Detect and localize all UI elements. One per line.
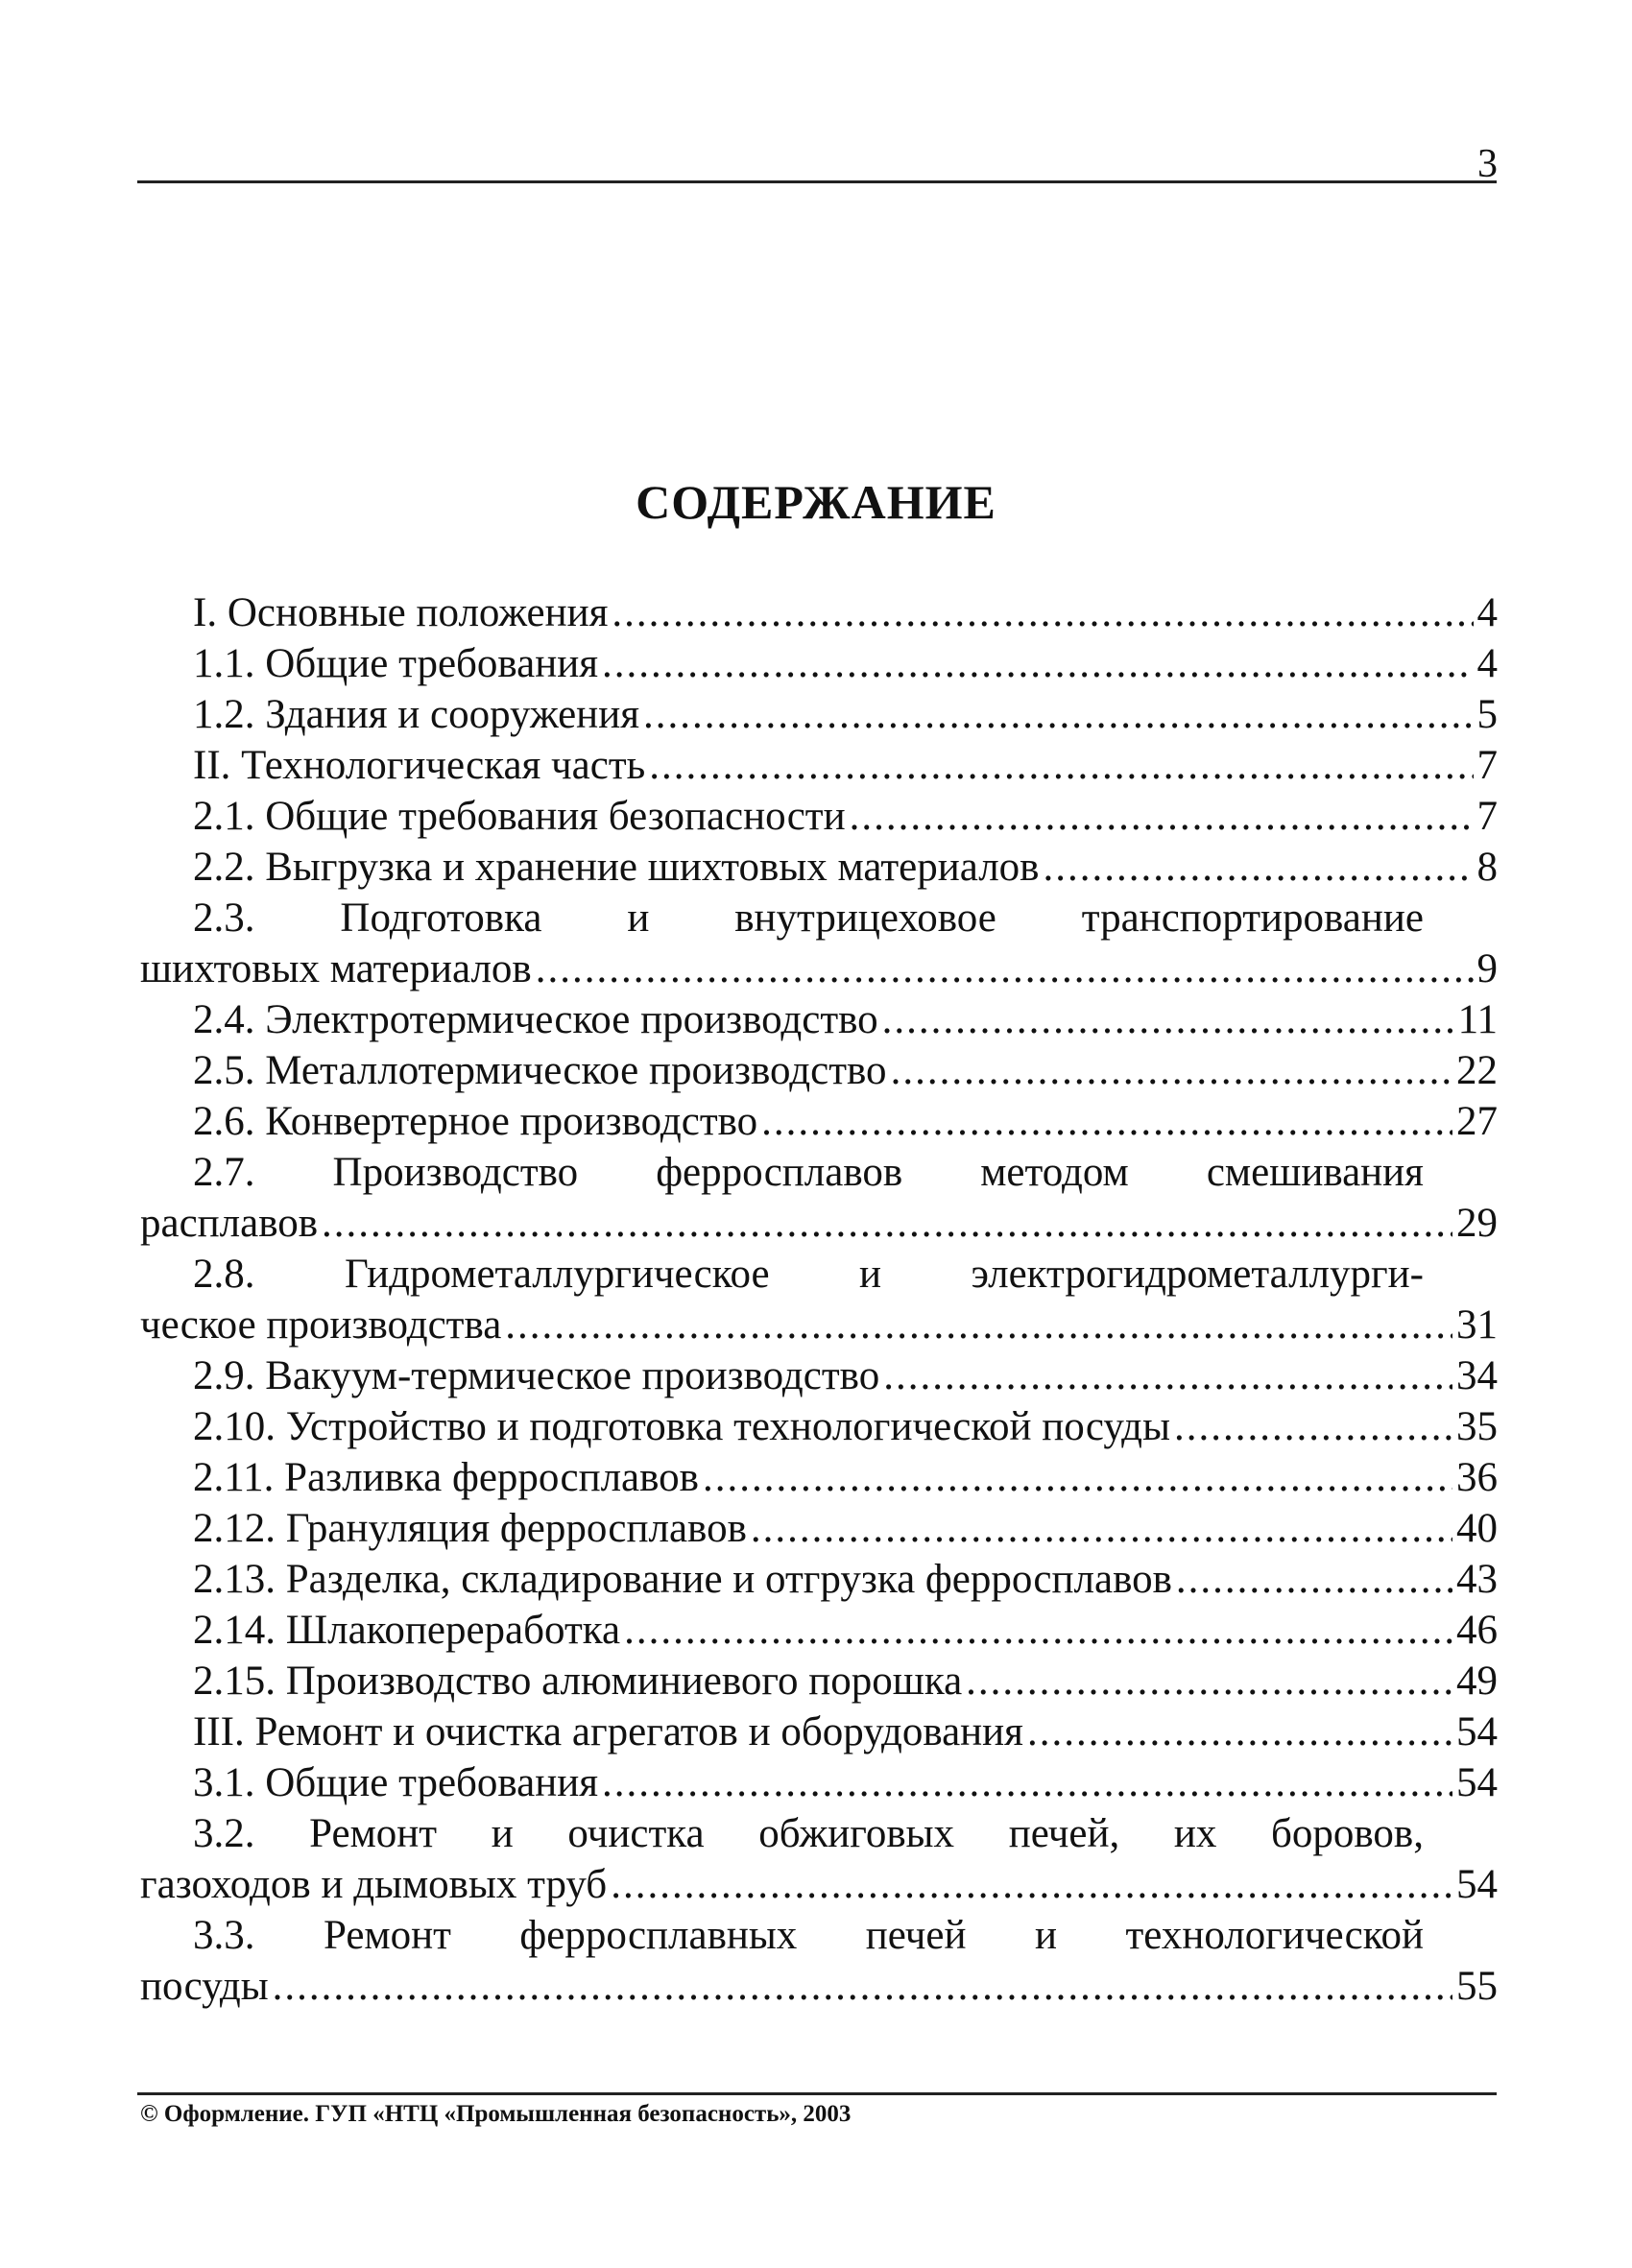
- toc-entry-title: 2.11. Разливка ферросплавов: [193, 1455, 699, 1500]
- toc-entry-page: 46: [1456, 1608, 1498, 1653]
- dot-leader: [1176, 1554, 1452, 1605]
- toc-entry-page: 7: [1476, 743, 1498, 788]
- toc-entry-page: 40: [1456, 1506, 1498, 1551]
- dot-leader: [624, 1605, 1452, 1656]
- toc-entry-title: 1.1. Общие требования: [193, 641, 599, 686]
- copyright-note: © Оформление. ГУП «НТЦ «Промышленная безопасность», 2003: [140, 2101, 852, 2127]
- toc-entry-title: шихтовых материалов: [140, 946, 532, 991]
- toc-entry-title: 2.2. Выгрузка и хранение шихтовых материалов: [193, 845, 1040, 890]
- toc-entry-title: 2.4. Электротермическое производство: [193, 997, 878, 1042]
- toc-entry: [140, 1757, 1498, 1808]
- toc-entry-title: газоходов и дымовых труб: [140, 1862, 608, 1907]
- toc-entry-page: 54: [1456, 1709, 1498, 1755]
- dot-leader: [643, 689, 1474, 740]
- dot-leader: [1174, 1401, 1452, 1452]
- toc-entry-title: 2.6. Конвертерное производство: [193, 1099, 758, 1144]
- toc-entry: [140, 994, 1498, 1045]
- toc-entry-page: 7: [1476, 794, 1498, 839]
- toc-entry-line: 2.3. Подготовка и внутрицеховое транспортирование: [193, 895, 1424, 941]
- toc-entry-page: 54: [1456, 1760, 1498, 1805]
- toc-entry-page: 54: [1456, 1862, 1498, 1907]
- toc-entry-title: 2.13. Разделка, складирование и отгрузка ферросплавов: [193, 1557, 1172, 1602]
- dot-leader: [891, 1045, 1452, 1096]
- toc-entry: [140, 1198, 1498, 1249]
- toc-entry: [140, 1605, 1498, 1656]
- dot-leader: [505, 1300, 1452, 1350]
- toc-entry-page: 4: [1476, 641, 1498, 686]
- dot-leader: [751, 1503, 1452, 1554]
- toc-entry-title: 2.15. Производство алюминиевого порошка: [193, 1659, 963, 1704]
- toc-entry-page: 27: [1456, 1099, 1498, 1144]
- dot-leader: [649, 740, 1473, 791]
- dot-leader: [761, 1096, 1452, 1147]
- toc-entry-page: 36: [1456, 1455, 1498, 1500]
- toc-entry: [140, 1045, 1498, 1096]
- toc-entry: [140, 1503, 1498, 1554]
- toc-entry-page: 11: [1457, 997, 1498, 1042]
- toc-entry: [140, 1707, 1498, 1757]
- toc-entry-page: 35: [1456, 1404, 1498, 1449]
- toc-entry-title: III. Ремонт и очистка агрегатов и оборудования: [193, 1709, 1023, 1755]
- toc-entry: [140, 1096, 1498, 1147]
- toc-entry: [140, 1452, 1498, 1503]
- toc-entry-page: 9: [1476, 946, 1498, 991]
- toc-entry-page: 49: [1456, 1659, 1498, 1704]
- toc-entry-title: расплавов: [140, 1201, 319, 1246]
- toc-entry-line: 2.7. Производство ферросплавов методом смешивания: [193, 1150, 1424, 1195]
- dot-leader: [882, 994, 1454, 1045]
- toc-entry-page: 4: [1476, 590, 1498, 635]
- toc-entry-title: 2.9. Вакуум-термическое производство: [193, 1353, 880, 1398]
- dot-leader: [322, 1198, 1452, 1249]
- dot-leader: [1027, 1707, 1452, 1757]
- toc-entry-page: 55: [1456, 1964, 1498, 2009]
- toc-entry-title: 2.10. Устройство и подготовка технологической посуды: [193, 1404, 1170, 1449]
- dot-leader: [602, 1757, 1452, 1808]
- toc-entry-line: 2.8. Гидрометаллургическое и электрогидрометаллурги-: [193, 1252, 1424, 1297]
- toc-entry-title: 1.2. Здания и сооружения: [193, 692, 639, 737]
- toc-entry-title: II. Технологическая часть: [193, 743, 646, 788]
- toc-entry-title: 3.1. Общие требования: [193, 1760, 599, 1805]
- toc-entry-line: 3.3. Ремонт ферросплавных печей и технологической: [193, 1913, 1424, 1958]
- toc-entry-line: 3.2. Ремонт и очистка обжиговых печей, их боровов,: [193, 1811, 1424, 1856]
- dot-leader: [1043, 842, 1473, 893]
- footer-rule: [137, 2092, 1497, 2095]
- toc-entry: [140, 791, 1498, 842]
- toc-entry: [140, 1401, 1498, 1452]
- dot-leader: [966, 1656, 1452, 1707]
- toc-entry-page: 34: [1456, 1353, 1498, 1398]
- toc-entry: [140, 587, 1498, 638]
- dot-leader: [612, 587, 1473, 638]
- toc-entry: [140, 1961, 1498, 2012]
- dot-leader: [883, 1350, 1452, 1401]
- toc-entry: [140, 638, 1498, 689]
- toc-entry-title: 2.12. Грануляция ферросплавов: [193, 1506, 747, 1551]
- dot-leader: [611, 1859, 1452, 1910]
- toc-entry-page: 8: [1476, 845, 1498, 890]
- dot-leader: [703, 1452, 1452, 1503]
- toc-entry-title: ческое производства: [140, 1302, 502, 1348]
- toc-entry-page: 43: [1456, 1557, 1498, 1602]
- toc-entry-title: посуды: [140, 1964, 269, 2009]
- toc-entry: [140, 842, 1498, 893]
- toc-entry: [140, 1350, 1498, 1401]
- toc-entry-title: 2.14. Шлакопереработка: [193, 1608, 621, 1653]
- toc-entry: [140, 1859, 1498, 1910]
- contents-heading: СОДЕРЖАНИЕ: [636, 475, 996, 529]
- toc-entry: [140, 1554, 1498, 1605]
- toc-entry-page: 29: [1456, 1201, 1498, 1246]
- toc-entry-title: I. Основные положения: [193, 590, 609, 635]
- toc-entry-title: 2.5. Металлотермическое производство: [193, 1048, 887, 1093]
- header-rule: [137, 180, 1497, 183]
- dot-leader: [602, 638, 1473, 689]
- toc-entry: [140, 943, 1498, 994]
- toc-entry: [140, 689, 1498, 740]
- dot-leader: [536, 943, 1474, 994]
- table-of-contents: [140, 587, 1498, 2012]
- toc-entry-page: 5: [1476, 692, 1498, 737]
- toc-entry: [140, 1300, 1498, 1350]
- toc-entry: [140, 1656, 1498, 1707]
- page-number: 3: [1477, 142, 1498, 186]
- dot-leader: [850, 791, 1474, 842]
- toc-entry-page: 22: [1456, 1048, 1498, 1093]
- dot-leader: [273, 1961, 1452, 2012]
- toc-entry: [140, 740, 1498, 791]
- toc-entry-title: 2.1. Общие требования безопасности: [193, 794, 846, 839]
- toc-entry-page: 31: [1456, 1302, 1498, 1348]
